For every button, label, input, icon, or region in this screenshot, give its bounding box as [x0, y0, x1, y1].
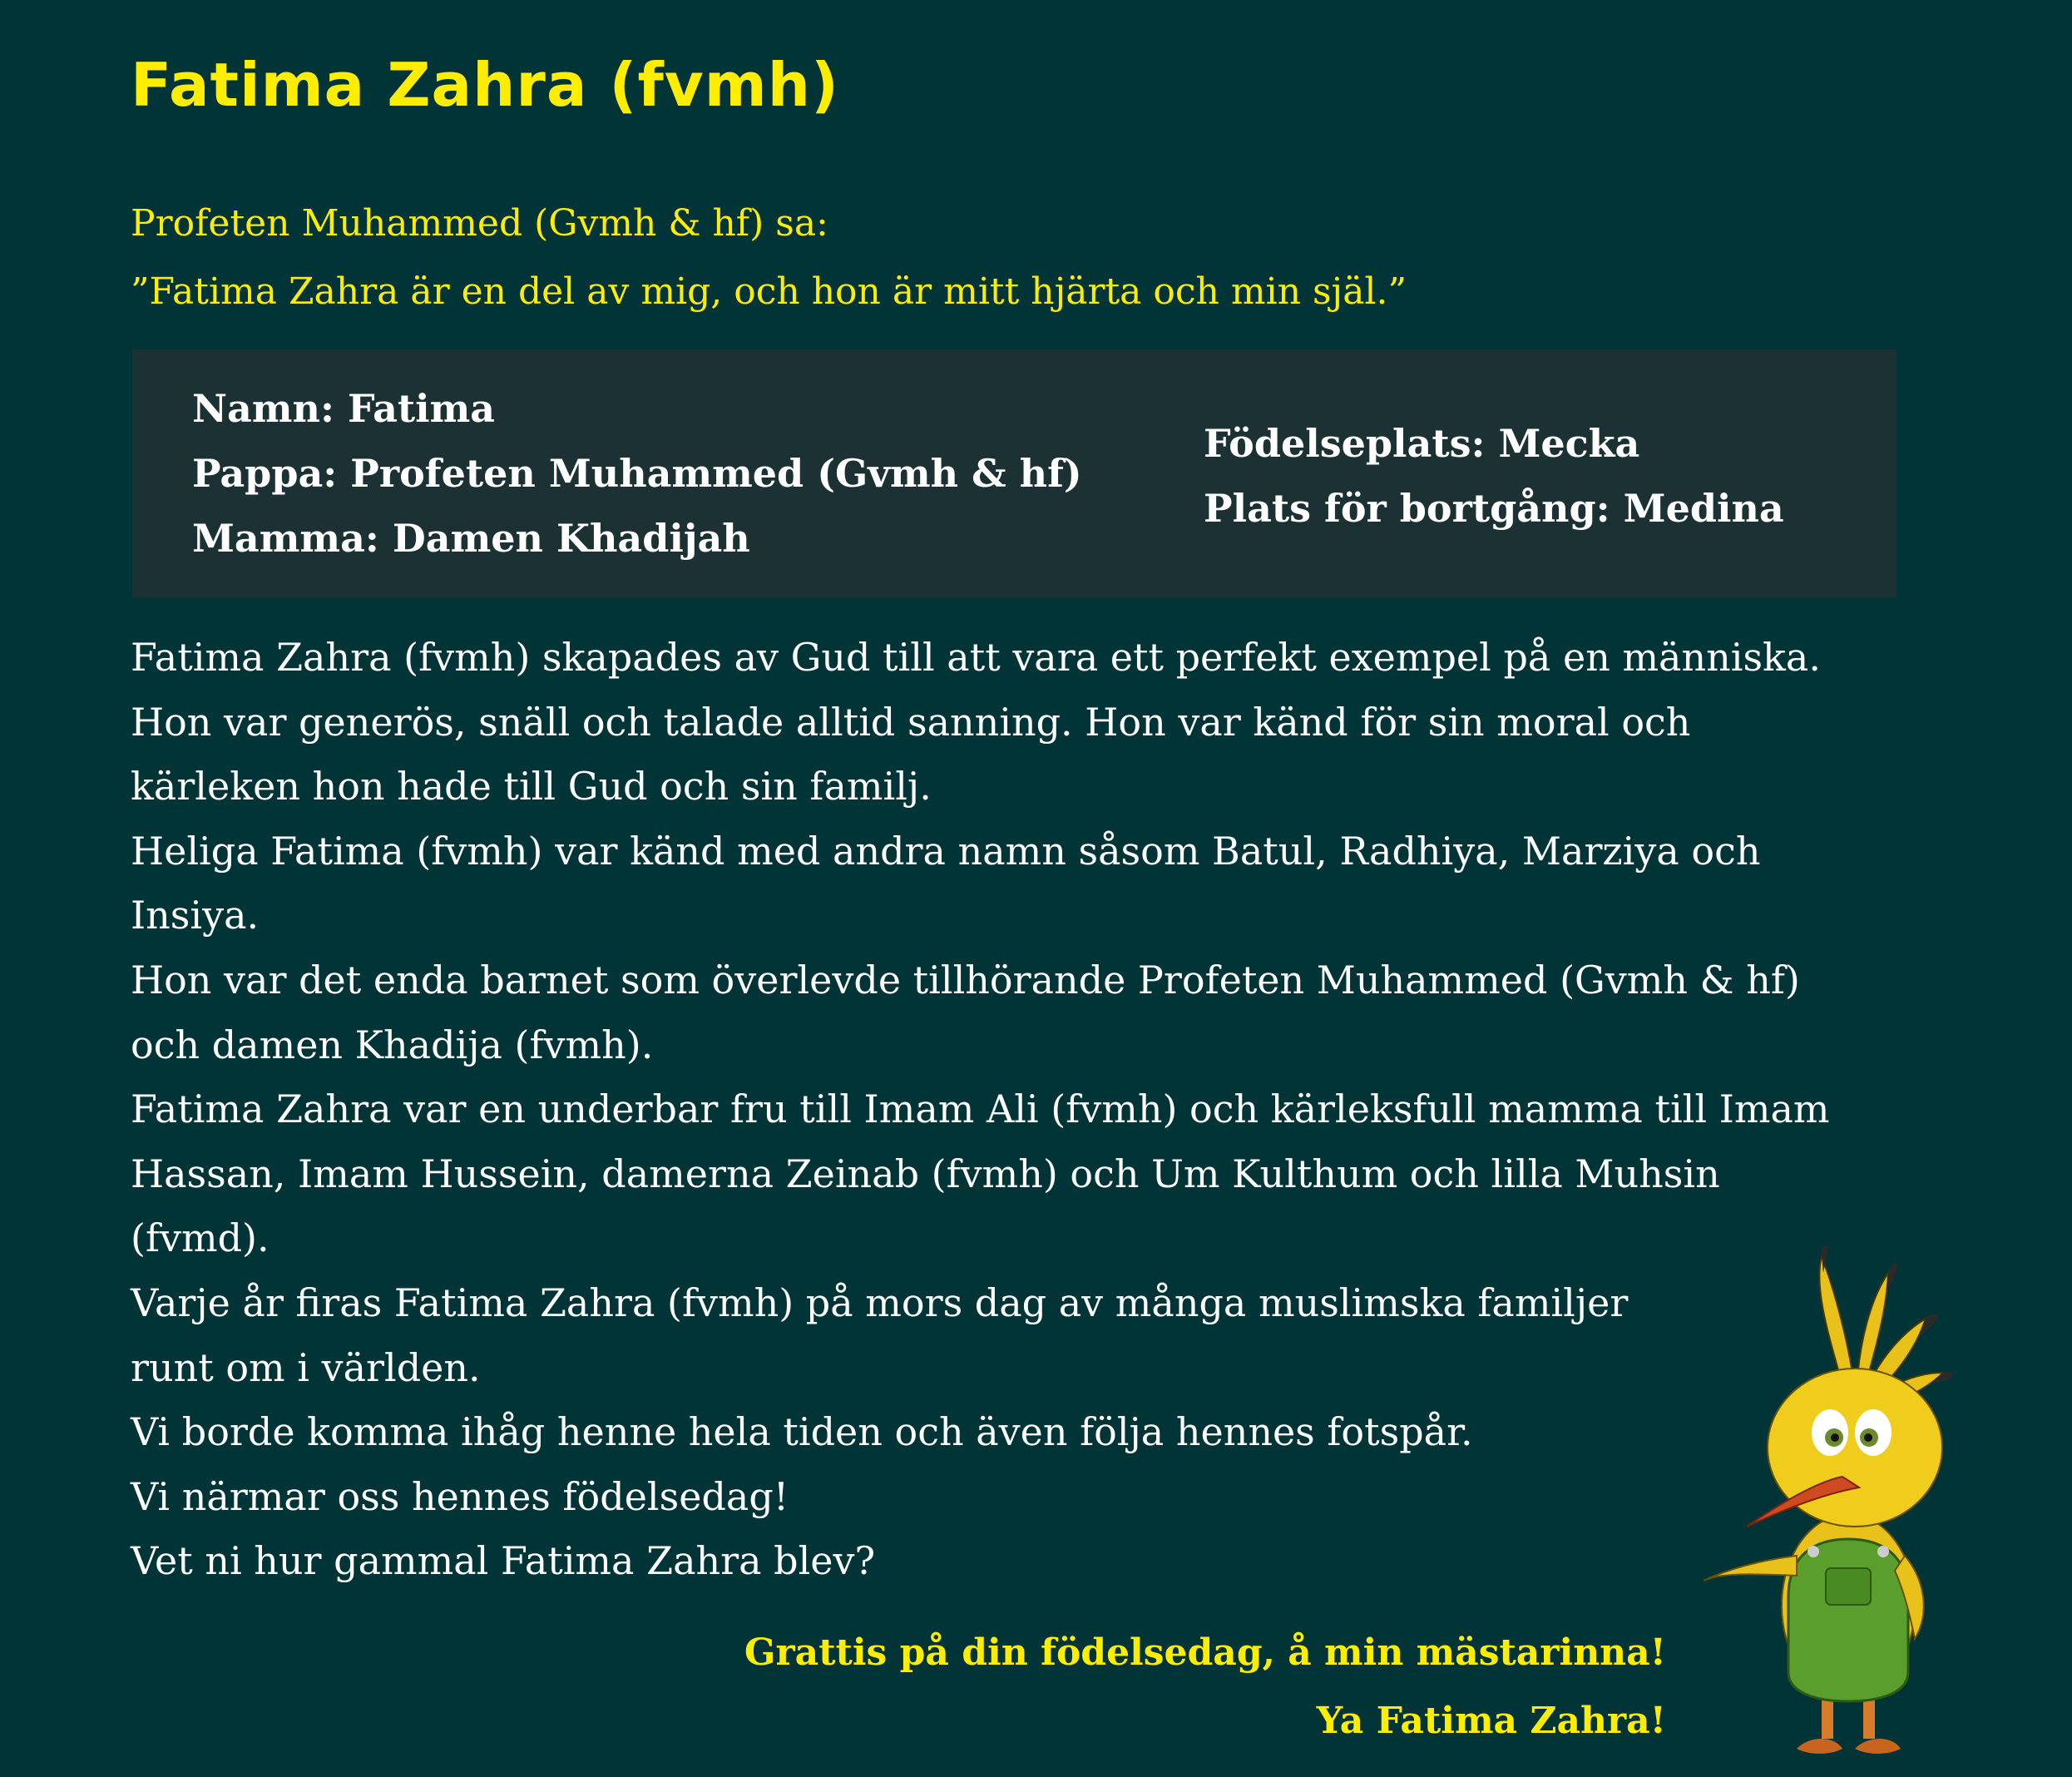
body-line: Fatima Zahra var en underbar fru till Imam Ali (fvmh) och kärleksfull mamma till Imam: [131, 1086, 1830, 1132]
body-line: Insiya.: [131, 893, 260, 938]
body-line: Fatima Zahra (fvmh) skapades av Gud till att vara ett perfekt exempel på en människa.: [131, 635, 1821, 680]
body-line: Varje år firas Fatima Zahra (fvmh) på mors dag av många muslimska familjer: [131, 1280, 1629, 1325]
body-text: [131, 626, 1830, 1594]
info-mother: Mamma: Damen Khadijah: [192, 516, 750, 561]
body-line: Heliga Fatima (fvmh) var känd med andra namn såsom Batul, Radhiya, Marziya och: [131, 828, 1761, 874]
info-box: [132, 349, 1896, 597]
body-line: Vi närmar oss hennes födelsedag!: [131, 1473, 789, 1519]
info-left-column: [192, 376, 1082, 571]
info-birthplace: Födelseplats: Mecka: [1204, 421, 1640, 466]
body-line: Hon var generös, snäll och talade alltid sanning. Hon var känd för sin moral och: [131, 699, 1691, 745]
bird-head: [1747, 1369, 1942, 1527]
info-father: Pappa: Profeten Muhammed (Gvmh & hf): [192, 451, 1082, 496]
prophet-quote: [131, 190, 1407, 326]
info-deathplace: Plats för bortgång: Medina: [1204, 486, 1784, 531]
page-title: Fatima Zahra (fvmh): [131, 50, 839, 120]
body-line: (fvmd).: [131, 1215, 270, 1261]
bird-mascot-illustration: [1697, 1240, 1996, 1772]
info-right-column: [1204, 411, 1784, 541]
body-line: Hon var det enda barnet som överlevde tillhörande Profeten Muhammed (Gvmh & hf): [131, 957, 1800, 1002]
body-line: Vet ni hur gammal Fatima Zahra blev?: [131, 1538, 876, 1584]
birthday-greeting: [744, 1619, 1666, 1755]
greeting-line-2: Ya Fatima Zahra!: [1316, 1700, 1666, 1742]
quote-attribution: Profeten Muhammed (Gvmh & hf) sa:: [131, 202, 828, 245]
pointing-arm: [1704, 1556, 1797, 1581]
body-line: kärleken hon hade till Gud och sin familj.: [131, 764, 932, 809]
body-line: Hassan, Imam Hussein, damerna Zeinab (fvmh) och Um Kulthum och lilla Muhsin: [131, 1151, 1720, 1196]
body-line: och damen Khadija (fvmh).: [131, 1022, 654, 1067]
body-line: runt om i världen.: [131, 1344, 481, 1390]
quote-text: ”Fatima Zahra är en del av mig, och hon är mitt hjärta och min själ.”: [131, 270, 1407, 313]
body-overalls: [1782, 1514, 1915, 1701]
body-line: Vi borde komma ihåg henne hela tiden och även följa hennes fotspår.: [131, 1409, 1473, 1455]
info-name: Namn: Fatima: [192, 386, 496, 431]
greeting-line-1: Grattis på din födelsedag, å min mästarinna!: [744, 1631, 1666, 1674]
